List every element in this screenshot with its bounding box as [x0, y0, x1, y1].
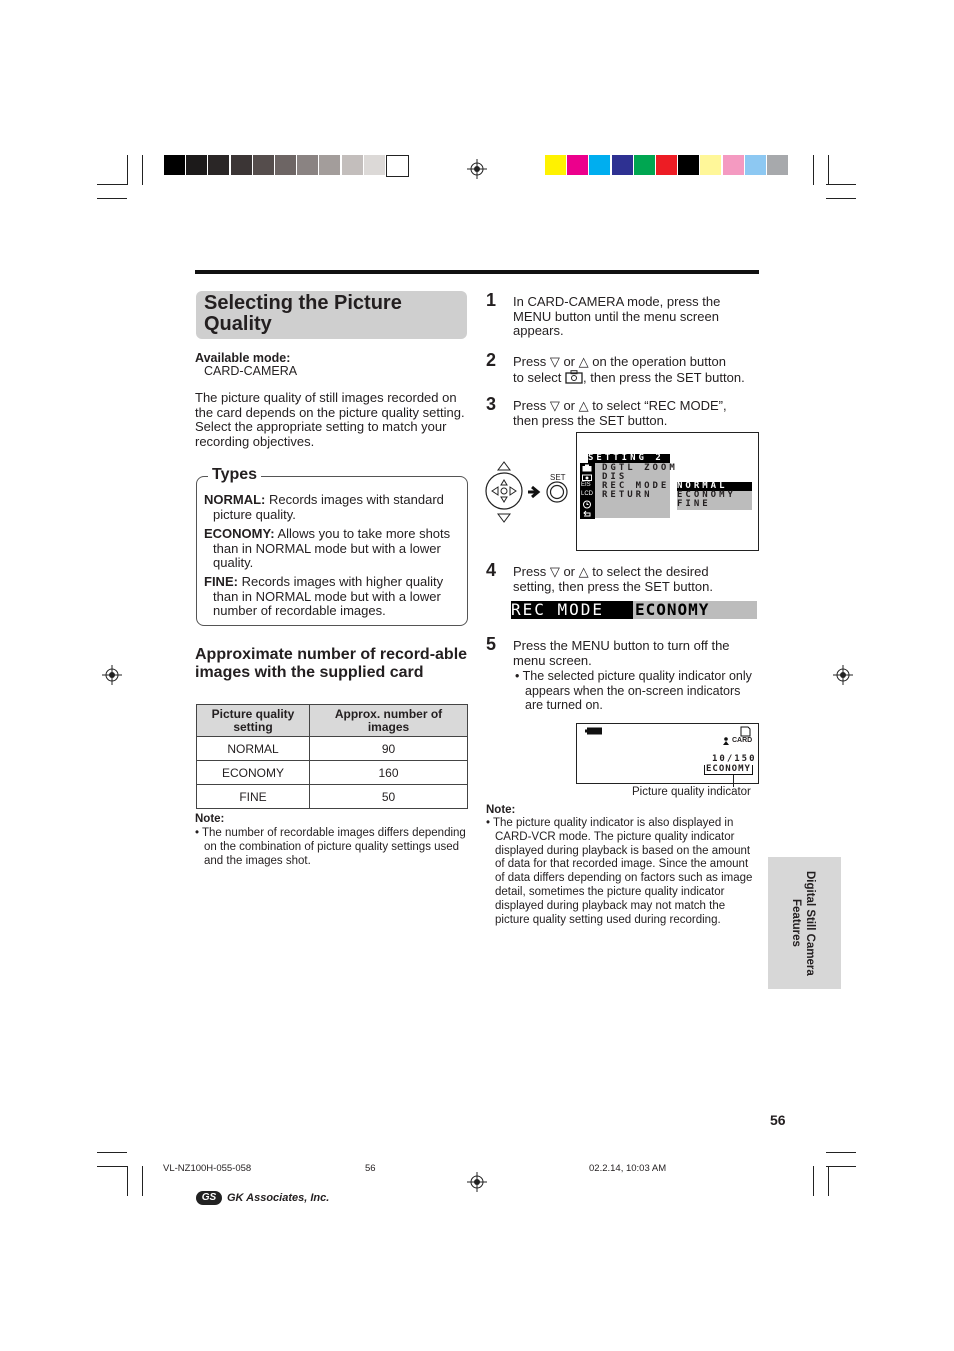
card-icon — [740, 726, 751, 737]
color-swatch — [678, 155, 699, 175]
image-count: 10/150 — [712, 754, 757, 764]
gray-swatch — [208, 155, 229, 175]
camera-setting-icon — [565, 370, 583, 384]
type-desc: Allows you to take more shots than in NORMAL mode but with a lower quality. — [213, 526, 451, 570]
table-cell: 50 — [310, 785, 468, 809]
eis-icon: EIS — [581, 482, 591, 488]
option-selected: NORMAL — [677, 482, 752, 491]
right-note-text: • The picture quality indicator is also displayed in CARD-VCR mode. The picture quality indicator displayed during playback is based on the amount of data for that recorded image. Since the amount of data differs depending on factors such as image detail, sometimes the picture quality indicator displayed during playback may not match the picture quality setting used during recording. — [486, 817, 753, 926]
section-tab-line: Digital Still Camera — [804, 871, 816, 976]
clock-icon — [582, 500, 592, 509]
gray-swatch — [164, 155, 185, 175]
registration-mark-icon — [467, 1172, 487, 1192]
step-number: 1 — [486, 290, 497, 310]
gray-swatch — [253, 155, 274, 175]
menu-item-selected: REC MODE — [602, 481, 670, 491]
image-count-table — [196, 704, 468, 809]
table-cell: NORMAL — [197, 737, 310, 761]
table-cell: ECONOMY — [197, 761, 310, 785]
color-swatch — [612, 155, 633, 175]
page-title: Selecting the Picture Quality — [204, 292, 402, 335]
menu-item: DGTL ZOOM — [602, 463, 678, 473]
person-icon — [722, 737, 731, 745]
type-desc: Records images with higher quality than in NORMAL mode but with a lower number of recordable images. — [213, 574, 444, 618]
color-swatch — [700, 155, 721, 175]
color-swatch — [745, 155, 766, 175]
color-swatch — [656, 155, 677, 175]
note-label: Note: — [195, 813, 225, 825]
color-swatch — [723, 155, 744, 175]
gray-swatch — [319, 155, 340, 175]
option-item: FINE — [677, 499, 711, 509]
type-term: FINE: — [204, 574, 238, 589]
step-number: 5 — [486, 634, 497, 654]
registration-mark-icon — [467, 159, 487, 179]
available-mode-label: Available mode: — [195, 351, 291, 365]
card-label: CARD — [732, 737, 753, 744]
type-economy — [204, 527, 459, 571]
table-cell: FINE — [197, 785, 310, 809]
step-number: 2 — [486, 350, 497, 370]
step-line: setting, then press the SET button. — [513, 578, 713, 594]
step-bullet: • The selected picture quality indicator only appears when the on-screen indicators are turned on. — [515, 669, 752, 712]
type-fine — [204, 575, 459, 619]
menu-side-icons — [580, 463, 595, 519]
gray-swatch — [297, 155, 318, 175]
step-line: Press ▽ or △ on the operation button — [513, 354, 726, 369]
footer-date: 02.2.14, 10:03 AM — [589, 1163, 667, 1174]
table-row — [197, 761, 468, 785]
page-number: 56 — [770, 1112, 786, 1128]
type-normal — [204, 493, 459, 522]
set-label: SET — [550, 473, 566, 482]
setting-icon — [582, 473, 592, 481]
gray-swatch — [275, 155, 296, 175]
color-swatch — [767, 155, 788, 175]
menu-item: DIS — [602, 472, 628, 482]
gray-swatch — [386, 155, 409, 177]
table-row — [197, 785, 468, 809]
quality-indicator: ECONOMY — [706, 764, 751, 774]
step-text — [513, 355, 763, 385]
menu-item: RETURN — [602, 490, 653, 500]
lcd-icon: LCD — [581, 491, 594, 497]
footer-file: VL-NZ100H-055-058 — [163, 1163, 252, 1174]
step-number: 3 — [486, 394, 497, 414]
available-mode-value: CARD-CAMERA — [204, 364, 298, 378]
step-text — [513, 565, 758, 594]
operation-button-diagram — [484, 460, 574, 524]
registration-mark-icon — [833, 665, 853, 685]
rec-mode-label: REC MODE — [511, 600, 605, 619]
registration-mark-icon — [102, 665, 122, 685]
type-desc: Records images with standard picture quality. — [213, 492, 444, 522]
footer-page: 56 — [365, 1163, 376, 1174]
types-title: Types — [208, 466, 261, 484]
header-rule — [195, 270, 759, 274]
step-line: then press the SET button. — [513, 412, 668, 428]
indicator-caption: Picture quality indicator — [632, 786, 751, 798]
step-number: 4 — [486, 560, 497, 580]
gray-swatch — [231, 155, 252, 175]
color-swatch — [634, 155, 655, 175]
gray-swatch — [342, 155, 363, 175]
section-tab — [768, 857, 841, 989]
gray-swatch — [186, 155, 207, 175]
table-header-row — [197, 705, 468, 737]
footer-company: GK Associates, Inc. — [227, 1192, 330, 1204]
right-note-label: Note: — [486, 804, 516, 816]
color-swatch — [589, 155, 610, 175]
step-text: Press the MENU button to turn off the menu screen. — [513, 638, 730, 668]
gray-swatch — [364, 155, 385, 175]
step-text: In CARD-CAMERA mode, press the MENU button until the menu screen appears. — [513, 294, 721, 338]
type-term: NORMAL: — [204, 492, 266, 507]
section-tab-line: Features — [790, 899, 802, 947]
table-header: Approx. number of images — [310, 705, 468, 737]
table-cell: 160 — [310, 761, 468, 785]
step-text — [513, 399, 758, 428]
table-header: Picture quality setting — [197, 705, 310, 737]
return-icon — [582, 509, 592, 518]
camera-icon — [582, 464, 592, 472]
step-line: Press ▽ or △ to select “REC MODE”, — [513, 398, 727, 413]
table-cell: 90 — [310, 737, 468, 761]
bullet-text: The selected picture quality indicator only appears when the on-screen indicators are turned on. — [522, 669, 752, 712]
menu-header: SETTING 2 — [588, 454, 670, 463]
step-line: , then press the SET button. — [583, 369, 745, 385]
section-title-box — [196, 291, 467, 339]
rec-mode-value: ECONOMY — [635, 600, 710, 619]
type-term: ECONOMY: — [204, 526, 275, 541]
battery-icon — [585, 727, 603, 735]
right-note-body: The picture quality indicator is also displayed in CARD-VCR mode. The picture quality indicator displayed during playback is based on the amount of data for that recorded image. Since the amount of data differs depending on factors such as image detail, sometimes the picture quality indicator displayed during playback may not match the picture quality setting used during recording. — [493, 817, 753, 926]
gk-logo: GS — [196, 1191, 222, 1205]
step-line: to select — [513, 369, 562, 385]
intro-text: The picture quality of still images recorded on the card depends on the picture quality setting. Select the appropriate setting to match your recording objectives. — [195, 390, 465, 449]
table-row — [197, 737, 468, 761]
note-text: • The number of recordable images differs depending on the combination of picture quality settings used and the images shot. — [195, 827, 466, 867]
note-body: The number of recordable images differs depending on the combination of picture quality settings used and the images shot. — [202, 827, 466, 867]
approx-heading: Approximate number of record-able images with the supplied card — [195, 646, 468, 681]
color-swatch — [545, 155, 566, 175]
step-line: Press ▽ or △ to select the desired — [513, 564, 709, 579]
color-swatch — [567, 155, 588, 175]
option-item: ECONOMY — [677, 490, 736, 500]
